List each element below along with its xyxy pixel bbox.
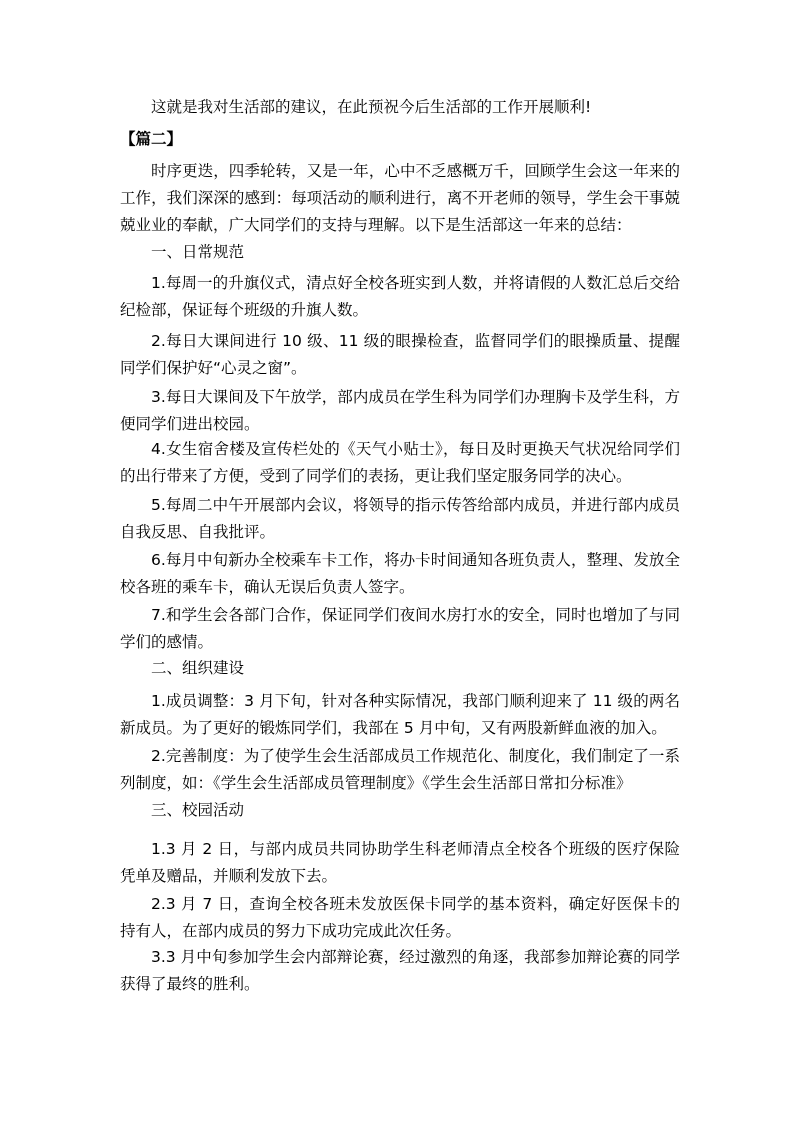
daily-item-3: 3.每日大课间及下午放学，部内成员在学生科为同学们办理胸卡及学生科，方便同学们进出校园。 bbox=[120, 388, 680, 433]
campus-item-1: 1.3 月 2 日，与部内成员共同协助学生科老师清点全校各个班级的医疗保险凭单及赠品，并顺利发放下去。 bbox=[120, 840, 680, 885]
daily-item-1: 1.每周一的升旗仪式，清点好全校各班实到人数，并将请假的人数汇总后交给纪检部，保证每个班级的升旗人数。 bbox=[120, 274, 680, 319]
part-heading: 【篇二】 bbox=[120, 130, 183, 148]
organization-item-2: 2.完善制度：为了使学生会生活部成员工作规范化、制度化，我们制定了一系列制度，如：《学生会生活部成员管理制度》《学生会生活部日常扣分标准》 bbox=[120, 747, 680, 792]
section-title-daily: 一、日常规范 bbox=[151, 243, 245, 261]
campus-item-3: 3.3 月中旬参加学生会内部辩论赛，经过激烈的角逐，我部参加辩论赛的同学获得了最终的胜利。 bbox=[120, 948, 680, 993]
closing-paragraph: 这就是我对生活部的建议，在此预祝今后生活部的工作开展顺利! bbox=[151, 98, 592, 116]
daily-item-4: 4.女生宿舍楼及宣传栏处的《天气小贴士》，每日及时更换天气状况给同学们的出行带来了方便，受到了同学们的表扬，更让我们坚定服务同学的决心。 bbox=[120, 440, 680, 485]
organization-item-1: 1.成员调整：3 月下旬，针对各种实际情况，我部门顺利迎来了 11 级的两名新成员。为了更好的锻炼同学们，我部在 5 月中旬，又有两股新鲜血液的加入。 bbox=[120, 692, 680, 737]
daily-item-7: 7.和学生会各部门合作，保证同学们夜间水房打水的安全，同时也增加了与同学们的感情。 bbox=[120, 606, 680, 651]
daily-item-6: 6.每月中旬新办全校乘车卡工作，将办卡时间通知各班负责人，整理、发放全校各班的乘车卡，确认无误后负责人签字。 bbox=[120, 551, 680, 596]
section-title-organization: 二、组织建设 bbox=[151, 659, 245, 677]
daily-item-5: 5.每周二中午开展部内会议，将领导的指示传答给部内成员，并进行部内成员自我反思、自我批评。 bbox=[120, 496, 680, 541]
campus-item-2: 2.3 月 7 日，查询全校各班未发放医保卡同学的基本资料，确定好医保卡的持有人，在部内成员的努力下成功完成此次任务。 bbox=[120, 895, 680, 940]
section-title-campus: 三、校园活动 bbox=[151, 801, 245, 819]
daily-item-2: 2.每日大课间进行 10 级、11 级的眼操检查，监督同学们的眼操质量、提醒同学们保护好“心灵之窗”。 bbox=[120, 332, 680, 377]
intro-paragraph: 时序更迭，四季轮转，又是一年，心中不乏感概万千，回顾学生会这一年来的工作，我们深深的感到：每项活动的顺利进行，离不开老师的领导，学生会干事兢兢业业的奉献，广大同学们的支持与理解。以下是生活部这一年来的总结： bbox=[120, 162, 680, 234]
